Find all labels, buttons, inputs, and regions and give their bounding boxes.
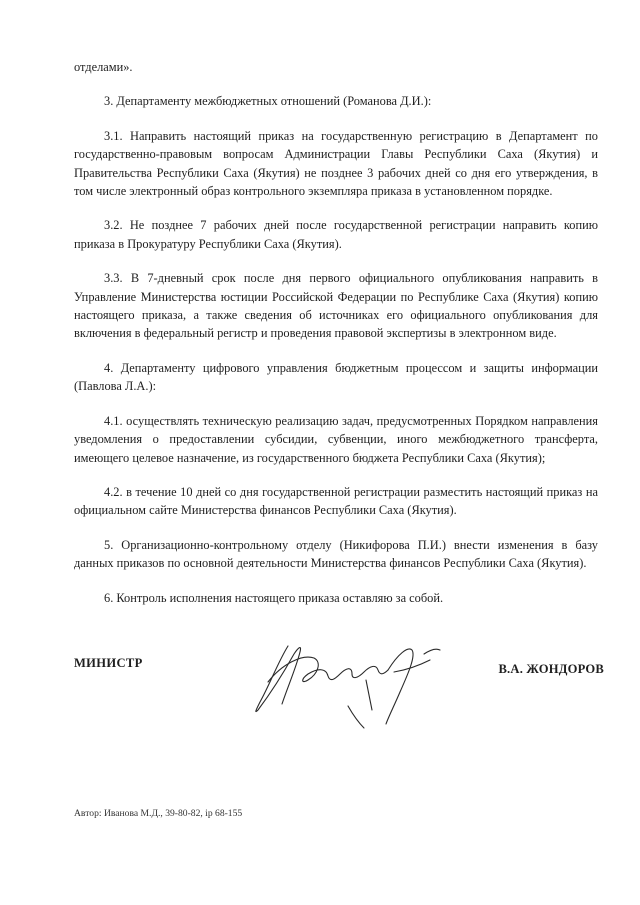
paragraph-3: 3. Департаменту межбюджетных отношений (Романова Д.И.): bbox=[104, 94, 432, 109]
paragraph-3-2: 3.2. Не позднее 7 рабочих дней после государственной регистрации направить копию приказа в Прокуратуру Республики Саха (Якутия). bbox=[74, 218, 598, 251]
signatory-title: МИНИСТР bbox=[74, 656, 143, 670]
paragraph-4: 4. Департаменту цифрового управления бюджетным процессом и защиты информации (Павлова Л.А.): bbox=[74, 360, 598, 394]
document-body bbox=[74, 58, 598, 607]
paragraph-6: 6. Контроль исполнения настоящего приказа оставляю за собой. bbox=[104, 590, 444, 605]
signatory-name: В.А. ЖОНДОРОВ bbox=[498, 662, 604, 676]
paragraph-5: 5. Организационно-контрольному отделу (Никифорова П.И.) внести изменения в базу данных приказов по основной деятельности Министерства финансов Республики Саха (Якутия). bbox=[74, 537, 598, 571]
paragraph-4-1: 4.1. осуществлять техническую реализацию задач, предусмотренных Порядком направления уведомления о предоставлении субсидии, субвенции, иного межбюджетного трансферта, имеющего целевое назначение, из государственного бюджета Республики Саха (Якутия); bbox=[74, 413, 598, 465]
paragraph-continuation: отделами». bbox=[74, 60, 133, 74]
paragraph-4-2: 4.2. в течение 10 дней со дня государственной регистрации разместить настоящий приказ на официальном сайте Министерства финансов Республики Саха (Якутия). bbox=[74, 484, 598, 518]
signature-block bbox=[74, 656, 604, 686]
paragraph-3-1: 3.1. Направить настоящий приказ на государственную регистрацию в Департамент по государственно-правовым вопросам Администрации Главы Республики Саха (Якутия) и Правительства Республики Саха (Якутия) не позднее 3 рабочих дней со дня его утверждения, в том числе электронный образ контрольного экземпляра приказа в установленном порядке. bbox=[74, 128, 598, 199]
author-footer: Автор: Иванова М.Д., 39-80-82, ip 68-155 bbox=[74, 808, 243, 819]
paragraph-3-3: 3.3. В 7-дневный срок после дня первого официального опубликования направить в Управление Министерства юстиции Российской Федерации по Республике Саха (Якутия) копию настоящего приказа, а также сведения об источниках его официального опубликования для включения в федеральный регистр и проведения правовой экспертизы в электронном виде. bbox=[74, 271, 598, 341]
